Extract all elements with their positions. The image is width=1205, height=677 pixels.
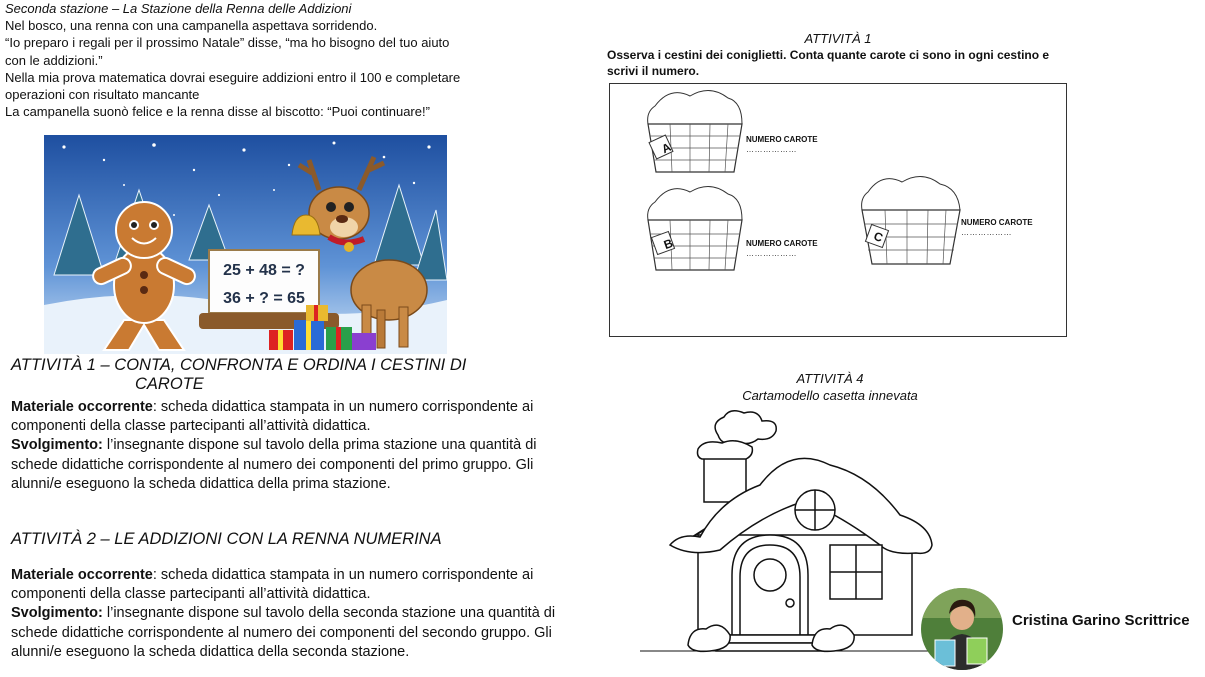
intro-line: Nella mia prova matematica dovrai eseguire addizioni entro il 100 e completare xyxy=(5,69,461,85)
process-text: l’insegnante dispone sul tavolo della seconda stazione una quantità di schede didattiche corrispondente al numero dei componenti del secondo gruppo. Gli alunni/e eseguono la scheda didattica della seconda stazione. xyxy=(11,605,556,660)
intro-title: Seconda stazione – La Stazione della Renna delle Addizioni xyxy=(5,1,352,16)
process-label: Svolgimento: xyxy=(11,605,103,622)
process-label: Svolgimento: xyxy=(11,437,103,454)
author-avatar xyxy=(921,588,1003,670)
material-label: Materiale occorrente xyxy=(11,567,153,583)
activity1-section-title xyxy=(11,356,571,394)
material-label: Materiale occorrente xyxy=(11,399,153,415)
reindeer-gingerbread-illustration xyxy=(44,135,447,354)
count-label-b: NUMERO CAROTE xyxy=(746,239,818,248)
basket-b-icon xyxy=(648,186,742,270)
basket-worksheet xyxy=(609,83,1067,337)
intro-text xyxy=(5,0,525,120)
activity1-instruction: Osserva i cestini dei coniglietti. Conta quante carote ci sono in ogni cestino e scrivi il numero. xyxy=(607,48,1050,78)
activity4-subtitle: Cartamodello casetta innevata xyxy=(742,388,918,403)
basket-b-tag: B xyxy=(661,235,675,253)
activity1-description xyxy=(11,398,571,494)
activity2-section-title: ATTIVITÀ 2 – LE ADDIZIONI CON LA RENNA NUMERINA xyxy=(11,530,442,548)
basket-c-icon xyxy=(862,176,960,264)
count-blank-c[interactable]: ……………… xyxy=(961,228,1012,237)
snowy-house-icon xyxy=(640,405,940,655)
equation-2: 36 + ? = 65 xyxy=(223,290,305,307)
intro-line: La campanella suonò felice e la renna disse al biscotto: “Puoi continuare!” xyxy=(5,104,430,120)
material-text: : scheda didattica stampata in un numero corrispondente ai componenti della classe partecipanti all’attività didattica. xyxy=(11,399,534,435)
equation-1: 25 + 48 = ? xyxy=(223,262,305,279)
intro-line: “Io preparo i regali per il prossimo Natale” disse, “ma ho bisogno del tuo aiuto xyxy=(5,35,450,51)
activity1-title-line1: ATTIVITÀ 1 – CONTA, CONFRONTA E ORDINA I CESTINI DI xyxy=(11,356,467,374)
material-text: : scheda didattica stampata in un numero corrispondente ai componenti della classe partecipanti all’attività didattica. xyxy=(11,567,534,603)
count-blank-b[interactable]: ……………… xyxy=(746,249,797,258)
basket-a-tag: A xyxy=(659,139,674,157)
activity1-title-line2: CAROTE xyxy=(135,375,204,393)
count-blank-a[interactable]: ……………… xyxy=(746,145,797,154)
activity1-worksheet-header xyxy=(607,31,1077,79)
activity4-header xyxy=(700,370,960,404)
activity2-description xyxy=(11,566,571,662)
activity1-heading: ATTIVITÀ 1 xyxy=(804,31,872,46)
activity4-heading: ATTIVITÀ 4 xyxy=(796,371,864,386)
intro-line: operazioni con risultato mancante xyxy=(5,87,200,103)
basket-c-tag: C xyxy=(871,228,885,246)
count-label-a: NUMERO CAROTE xyxy=(746,135,818,144)
intro-line: con le addizioni.” xyxy=(5,52,103,68)
basket-a-icon xyxy=(648,90,742,172)
process-text: l’insegnante dispone sul tavolo della prima stazione una quantità di schede didattiche corrispondente al numero dei componenti del primo gruppo. Gli alunni/e eseguono la scheda didattica della prima stazione. xyxy=(11,437,537,492)
count-label-c: NUMERO CAROTE xyxy=(961,218,1033,227)
author-name: Cristina Garino Scrittrice xyxy=(1012,612,1190,629)
intro-line: Nel bosco, una renna con una campanella aspettava sorridendo. xyxy=(5,18,378,34)
